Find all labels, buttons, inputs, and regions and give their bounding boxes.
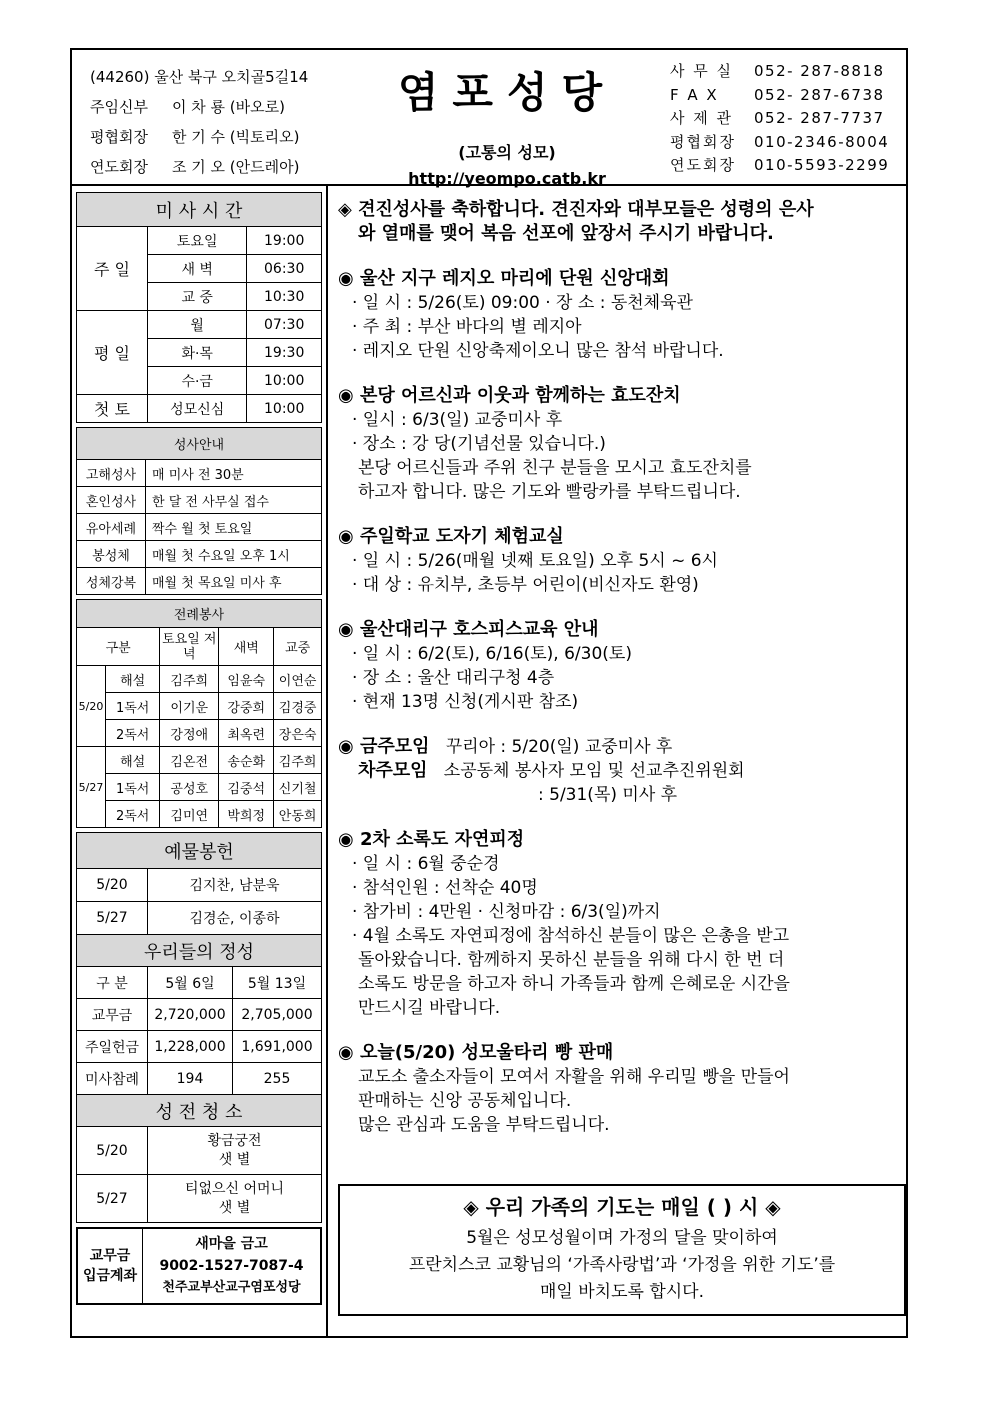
contact-row: F A X 052- 287-6738 — [670, 85, 885, 104]
account-holder: 천주교부산교구염포성당 — [162, 1280, 301, 1295]
contact-row: 연도회장 010-5593-2299 — [670, 156, 890, 174]
parish-info — [90, 62, 308, 182]
contact-row: 사 무 실 052- 287-8818 — [670, 62, 885, 80]
masthead — [377, 58, 637, 188]
sacrament-table: 성사안내 고해성사 매 미사 전 30분 혼인성사 한 달 전 사무실 접수 유아세례 짝수 월 첫 토요일 봉성체 매월 첫 수요일 오후 1시 성체강복 매월 첫 목요일 미사 후 — [76, 427, 322, 595]
bulletin-page — [70, 48, 908, 1338]
contact-row: 사 제 관 052- 287-7737 — [670, 109, 885, 127]
finance-title: 우리들의 정성 — [77, 935, 322, 967]
notices: ◈ 견진성사를 축하합니다. 견진자와 대부모들은 성령의 은사 와 열매를 맺어 복음 선포에 앞장서 주시기 바랍니다. ◉ 울산 지구 레지오 마리에 단원 신앙대회 · 일 시 : 5/26(토) 09:00 · 장 소 : 동천체육관 · 주 최 : 부산 바다의 별 레지아 · 레지오 단원 신앙축제이오니 많은 참석 바랍니다. ◉ 본당 어르신과 이웃과 함께하는 효도잔치 · 일시 : 6/3(일) 교중미사 후 · 장소 : 강 당(기념선물 있습니다.) 본당 어르신들과 주위 친구 분들을 모시고 효도잔치를 하고자 합니다. 많은 기도와 빨랑카를 부탁드립니다. ◉ 주일학교 도자기 체험교실 · 일 시 : 5/26(매월 넷째 토요일) 오후 5시 ~ 6시 · 대 상 : 유치부, 초등부 어린이(비신자도 환영) ◉ 울산대리구 호스피스교육 안내 · 일 시 : 6/2(토), 6/16(토), 6/30(토) · 장 소 : 울산 대리구청 4층 · 현재 13명 신청(게시판 참조) ◉ 금주모임 꾸리아 : 5/20(일) 교중미사 후 차주모임 소공동체 봉사자 모임 및 선교추진위원회 : 5/31(목) 미사 후 ◉ 2차 소록도 자연피정 · 일 시 : 6월 중순경 · 참석인원 : 선착순 40명 · 참가비 : 4만원 · 신청마감 : 6/3(일)까지 · 4월 소록도 자연피정에 참석하신 분들이 많은 은총을 받고 돌아왔습니다. 함께하지 못하신 분들을 위해 다시 한 번 더 소록도 방문을 하고자 하니 가족들과 함께 은혜로운 시간을 만드시길 바랍니다. ◉ 오늘(5/20) 성모울타리 빵 판매 교도소 출소자들이 모여서 자활을 위해 우리밀 빵을 만들어 판매하는 신앙 공동체입니다. 많은 관심과 도움을 부탁드립니다. — [338, 198, 904, 1137]
council-name: 한 기 수 (빅토리오) — [172, 128, 300, 146]
address: (44260) 울산 북구 오치골5길14 — [90, 68, 309, 86]
column-divider — [326, 184, 328, 1338]
notice-bread-sale: ◉ 오늘(5/20) 성모울타리 빵 판매 교도소 출소자들이 모여서 자활을 위해 우리밀 빵을 만들어 판매하는 신앙 공동체입니다. 많은 관심과 도움을 부탁드립니다. — [338, 1042, 790, 1135]
bank-name: 새마을 금고 — [195, 1236, 268, 1252]
notice-confirmation: ◈ 견진성사를 축하합니다. 견진자와 대부모들은 성령의 은사 — [338, 199, 814, 220]
notice-pottery: ◉ 주일학교 도자기 체험교실 · 일 시 : 5/26(매월 넷째 토요일) 오후 5시 ~ 6시 · 대 상 : 유치부, 초등부 어린이(비신자도 환영) — [338, 526, 718, 595]
pastor-name: 이 차 룡 (바오로) — [172, 98, 285, 116]
left-column — [76, 192, 322, 1305]
council-label: 평협회장 — [90, 128, 148, 146]
yeondo-label: 연도회장 — [90, 158, 148, 176]
notice-meetings: ◉ 금주모임 꾸리아 : 5/20(일) 교중미사 후 차주모임 소공동체 봉사자 모임 및 선교추진위원회 : 5/31(목) 미사 후 — [338, 736, 745, 805]
contact-list — [670, 60, 889, 178]
contact-row: 평협회장 010-2346-8004 — [670, 132, 890, 151]
notice-retreat: ◉ 2차 소록도 자연피정 · 일 시 : 6월 중순경 · 참석인원 : 선착순 40명 · 참가비 : 4만원 · 신청마감 : 6/3(일)까지 · 4월 소록도 자연피정에 참석하신 분들이 많은 은총을 받고 돌아왔습니다. 함께하지 못하신 분들을 위해 다시 한 번 더 소록도 방문을 하고자 하니 가족들과 함께 은혜로운 시간을 만드시길 바랍니다. — [338, 829, 790, 1018]
website-link[interactable]: http://yeompo.catb.kr — [408, 169, 606, 188]
account-number: 9002-1527-7087-4 — [159, 1258, 304, 1274]
prayer-title: ◈ 우리 가족의 기도는 매일 ( ) 시 ◈ — [463, 1195, 781, 1219]
cleaning-title: 성 전 청 소 — [77, 1095, 322, 1127]
mass-times-table: 미 사 시 간 주 일 토요일 19:00 새 벽 06:30 교 중 10:30 평 일 월 07:30 화·목 19:30 수·금 10:00 첫 토 성모신심 10:00 — [76, 192, 322, 423]
mass-times-title: 미 사 시 간 — [77, 193, 322, 227]
yeondo-name: 조 기 오 (안드레아) — [172, 158, 300, 176]
liturgy-table: 전례봉사 구분 토요일 저녁 새벽 교중 5/20 해설 김주희 임윤숙 이연순 1독서 이기운 강중희 김경중 2독서 강정애 최옥련 장은숙 5/27 해설 김온전 송순화 김주희 1독서 공성호 김중석 신기철 2독서 김미연 박희정 안동희 — [76, 599, 322, 828]
liturgy-title: 전례봉사 — [77, 600, 322, 628]
page-title: 염포성당 — [397, 68, 617, 117]
sacrament-title: 성사안내 — [77, 428, 322, 460]
account-table: 교무금 입금계좌 새마을 금고 9002-1527-7087-4 천주교부산교구염포성당 — [76, 1227, 322, 1305]
notice-legio: ◉ 울산 지구 레지오 마리에 단원 신앙대회 · 일 시 : 5/26(토) 09:00 · 장 소 : 동천체육관 · 주 최 : 부산 바다의 별 레지아 · 레지오 단원 신앙축제이오니 많은 참석 바랍니다. — [338, 268, 724, 361]
parish-patron: (고통의 성모) — [458, 143, 556, 162]
offering-table: 예물봉헌 5/20 김지찬, 남분욱 5/27 김경순, 이종하 우리들의 정성 구 분 5월 6일 5월 13일 교무금 2,720,000 2,705,000 주일헌금 1,228,000 1,691,000 미사참례 194 255 성 전 청 소 5/20 황금궁전 샛 별 5/27 티없으신 어머니 샛 별 — [76, 832, 322, 1223]
offering-title: 예물봉헌 — [77, 833, 322, 869]
notice-elders-party: ◉ 본당 어르신과 이웃과 함께하는 효도잔치 · 일시 : 6/3(일) 교중미사 후 · 장소 : 강 당(기념선물 있습니다.) 본당 어르신들과 주위 친구 분들을 모시고 효도잔치를 하고자 합니다. 많은 기도와 빨랑카를 부탁드립니다. — [338, 385, 752, 502]
notice-hospice: ◉ 울산대리구 호스피스교육 안내 · 일 시 : 6/2(토), 6/16(토), 6/30(토) · 장 소 : 울산 대리구청 4층 · 현재 13명 신청(게시판 참조) — [338, 619, 632, 712]
header — [72, 50, 906, 186]
family-prayer-box: ◈ 우리 가족의 기도는 매일 ( ) 시 ◈ 5월은 성모성월이며 가정의 달을 맞이하여 프란치스코 교황님의 ‘가족사랑법’과 ‘가정을 위한 기도’를 매일 바치도록 합시다. — [338, 1184, 906, 1316]
pastor-label: 주임신부 — [90, 98, 148, 116]
